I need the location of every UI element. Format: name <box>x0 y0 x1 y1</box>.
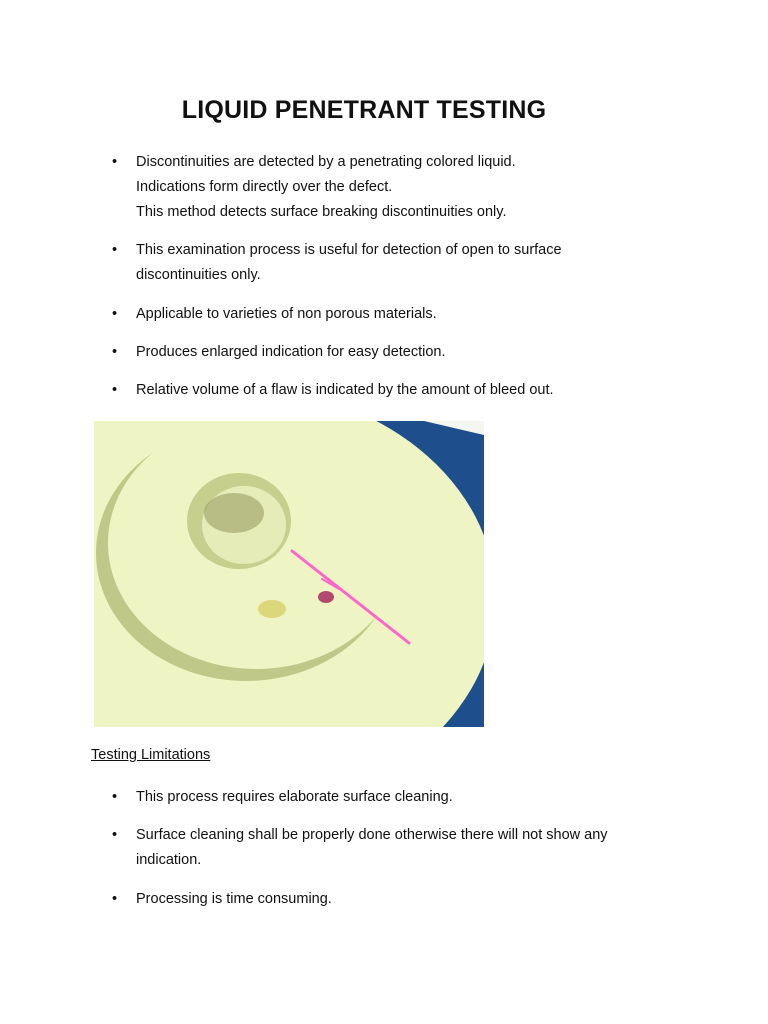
bullet-symbol: • <box>112 306 118 322</box>
bullet-line: discontinuities only. <box>136 267 261 283</box>
bullet-symbol: • <box>112 154 118 170</box>
bullet-line: Applicable to varieties of non porous materials. <box>136 306 437 322</box>
bullet-symbol: • <box>112 344 118 360</box>
bullet-line: This process requires elaborate surface cleaning. <box>136 789 453 805</box>
bullet-line: This examination process is useful for detection of open to surface <box>136 242 562 258</box>
bullet-line: indication. <box>136 852 202 868</box>
bullet-line: Indications form directly over the defect. <box>136 179 393 195</box>
bleed-out-spot <box>318 591 334 603</box>
bullet-line: Discontinuities are detected by a penetrating colored liquid. <box>136 154 516 170</box>
bullet-symbol: • <box>112 827 118 843</box>
bullet-symbol: • <box>112 891 118 907</box>
bullet-line: This method detects surface breaking discontinuities only. <box>136 204 507 220</box>
bullet-line: Processing is time consuming. <box>136 891 332 907</box>
penetrant-test-photo <box>94 421 484 727</box>
bullet-line: Produces enlarged indication for easy detection. <box>136 344 446 360</box>
bullet-symbol: • <box>112 242 118 258</box>
bullet-line: Relative volume of a flaw is indicated by the amount of bleed out. <box>136 382 554 398</box>
bullet-symbol: • <box>112 382 118 398</box>
page-title: LIQUID PENETRANT TESTING <box>181 96 547 124</box>
bullet-symbol: • <box>112 789 118 805</box>
section-heading-limitations: Testing Limitations <box>91 747 211 763</box>
bullet-line: Surface cleaning shall be properly done otherwise there will not show any <box>136 827 608 843</box>
